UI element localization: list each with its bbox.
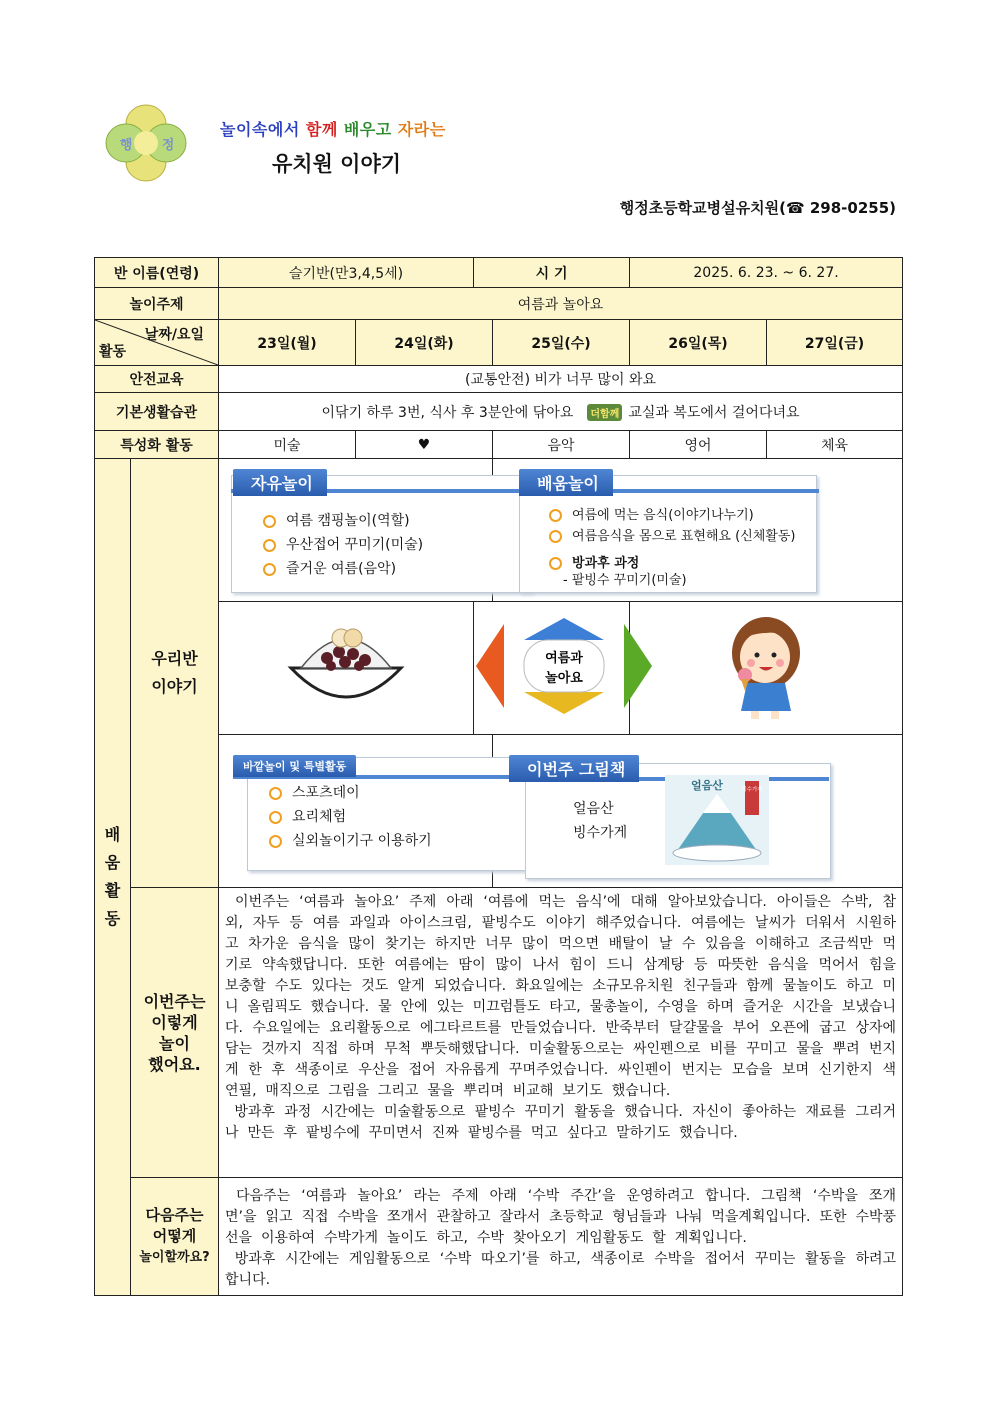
bingsu-illustration (281, 616, 411, 716)
bullet-icon (263, 515, 276, 528)
class-value: 슬기반(만3,4,5세) (219, 258, 474, 288)
theme-value: 여름과 놀아요 (219, 288, 903, 320)
learn-play-list (549, 505, 795, 588)
school-name: 행정초등학교병설유치원(☎ 298-0255) (619, 199, 896, 217)
book-title: 얼음산 (573, 801, 614, 817)
paragraph: 다음주는 ‘여름과 놀아요’ 라는 주제 아래 ‘수박 주간’을 운영하려고 합니다. 그림책 ‘수박을 쪼개면’을 읽고 직접 수박을 쪼개서 관찰하고 잘라서 초등학교 형님들과 나눠 먹을계획입니다. 또한 수박풍선을 이용하여 수박가게 놀이도 하고, 수박 찾아오기 게임활동도 할 계획입니다. (225, 1188, 897, 1246)
bullet-icon (269, 835, 282, 848)
days-header (95, 320, 219, 366)
this-week-label (131, 888, 219, 1178)
habits-label: 기본생활습관 (95, 393, 219, 431)
bullet-icon (549, 557, 562, 570)
list-item: 여름에 먹는 음식(이야기나누기) (549, 505, 795, 526)
special-thu: 영어 (630, 431, 767, 459)
logo-char-right: 정 (161, 138, 175, 153)
list-item: 요리체험 (269, 805, 432, 829)
learn-play-title: 배움놀이 (519, 469, 613, 496)
paragraph: 방과후 과정 시간에는 미술활동으로 팥빙수 꾸미기 활동을 했습니다. 자신이 좋아하는 재료를 그리거나 만든 후 팥빙수에 꾸미면서 진짜 팥빙수를 먹고 싶다고 말하기도 했습니다. (225, 1104, 897, 1141)
this-week-label-line: 이번주는 (143, 991, 206, 1011)
paragraph: 이번주는 ‘여름과 놀아요’ 주제 아래 ‘여름에 먹는 음식’에 대해 알아보았습니다. 아이들은 수박, 참외, 자두 등 여름 과일과 아이스크림, 팥빙수도 이야기 해주었습니다. 여름에는 날씨가 더워서 시원하고 차가운 음식을 많이 찾기는 하지만 너무 많이 먹으면 배탈이 날 수 있음을 이해하고 조금씩만 먹기로 약속했답니다. 또한 여름에는 땀이 많이 나서 힘이 드니 삼계탕 등 따뜻한 음식을 먹어서 힘을 보충할 수도 있다는 것도 알게 되었습니다. 화요일에는 소규모유치원 친구들과 함께 물놀이도 하고 미니 올림픽도 했습니다. 물 안에 있는 미끄럼틀도 타고, 물총놀이, 수영을 하며 즐거운 시간을 보냈습니다. 수요일에는 요리활동으로 에그타르트를 만들었습니다. 반죽부터 달걀물을 부어 오픈에 굽고 상자에 담는 것까지 직접 하며 무척 뿌듯해했답니다. 미술활동으로는 싸인펜으로 비를 꾸미고 물을 뿌려 번지게 한 후 색종이로 우산을 접어 자유롭게 꾸며주었습니다. 싸인펜이 번지는 모습을 보며 신기한지 색연필, 매직으로 그림을 그리고 물을 뿌리며 비교해 보기도 했습니다. (225, 894, 905, 1099)
next-week-label-line: 놀이할까요? (139, 1250, 210, 1265)
story-label (131, 459, 219, 888)
special-fri: 체육 (767, 431, 903, 459)
heart-icon: ♥ (356, 431, 493, 459)
together-badge-icon: 더함께 (587, 404, 622, 421)
paragraph: 방과후 시간에는 게임활동으로 ‘수박 따오기’를 하고, 색종이로 수박을 접어서 꾸미는 활동을 하려고 합니다. (225, 1251, 905, 1288)
this-week-text (219, 888, 903, 1178)
slogan-part: 자라는 (397, 120, 446, 139)
this-week-label-line: 놀이 (159, 1033, 190, 1053)
learning-side-text: 배움활동 (104, 825, 121, 928)
habit-brushing: 이닦기 하루 3번, 식사 후 3분안에 닦아요 (321, 404, 574, 421)
girl-eating-icecream-illustration (721, 611, 811, 721)
list-item: 우산접어 꾸미기(미술) (263, 533, 423, 557)
next-week-label (131, 1178, 219, 1296)
period-value: 2025. 6. 23. ~ 6. 27. (630, 258, 903, 288)
bullet-icon (549, 530, 562, 543)
slogan-part: 놀이속에서 (220, 120, 306, 139)
free-play-cell (219, 459, 493, 602)
picture-book-cell (493, 735, 903, 888)
weekly-report-table (94, 257, 903, 1296)
bullet-icon (269, 787, 282, 800)
list-item: 실외놀이기구 이용하기 (269, 829, 432, 853)
theme-diagram-cell (474, 602, 630, 735)
theme-diagram (474, 616, 654, 716)
safety-value: (교통안전) 비가 너무 많이 와요 (219, 366, 903, 393)
theme-label: 놀이주제 (95, 288, 219, 320)
special-activity-list (269, 781, 432, 853)
bullet-icon (263, 563, 276, 576)
slogan-part: 배우고 (343, 120, 398, 139)
next-week-text (219, 1178, 903, 1296)
page-title: 유치원 이야기 (272, 152, 402, 176)
days-header-bottom: 활동 (99, 344, 127, 360)
class-label: 반 이름(연령) (95, 258, 219, 288)
list-item: 방과후 과정 (549, 553, 795, 574)
story-label-text: 우리반 이야기 (151, 649, 198, 696)
next-week-label-line: 다음주는 (145, 1206, 204, 1224)
learning-side-label (95, 459, 131, 1296)
book-cover-image (665, 775, 769, 865)
theme-diagram-line2: 놀아요 (545, 671, 583, 686)
list-item: - 팥빙수 꾸미기(미술) (563, 573, 687, 588)
free-play-list (263, 509, 423, 581)
learn-play-cell (493, 459, 903, 602)
free-play-title: 자유놀이 (233, 469, 327, 496)
special-label: 특성화 활동 (95, 431, 219, 459)
slogan (220, 117, 446, 140)
list-item: 여름 캠핑놀이(역할) (263, 509, 423, 533)
list-item: 여름음식을 몸으로 표현해요 (신체활동) (549, 526, 795, 547)
picture-book-title: 이번주 그림책 (509, 755, 639, 782)
period-label: 시 기 (474, 258, 630, 288)
habit-walking: 교실과 복도에서 걸어다녀요 (628, 404, 800, 421)
day-tue: 24일(화) (356, 320, 493, 366)
habits-value (219, 393, 903, 431)
bingsu-image-cell (219, 602, 474, 735)
slogan-part: 함께 (305, 120, 344, 139)
bullet-icon (549, 509, 562, 522)
kindergarten-logo (104, 104, 188, 182)
special-activity-cell (219, 735, 493, 888)
list-item: 스포츠데이 (269, 781, 432, 805)
book-title: 빙수가게 (573, 825, 628, 841)
day-wed: 25일(수) (493, 320, 630, 366)
this-week-label-line: 했어요. (148, 1054, 201, 1074)
child-image-cell (630, 602, 903, 735)
next-week-label-line: 어떻게 (152, 1227, 197, 1245)
bullet-icon (263, 539, 276, 552)
special-mon: 미술 (219, 431, 356, 459)
safety-label: 안전교육 (95, 366, 219, 393)
days-header-top: 날짜/요일 (144, 327, 205, 343)
day-thu: 26일(목) (630, 320, 767, 366)
book-cover-title: 얼음산 (691, 779, 723, 792)
theme-diagram-line1: 여름과 (545, 651, 583, 666)
list-item: 즐거운 여름(음악) (263, 557, 423, 581)
book-cover-sub: 빙수가게 (741, 787, 763, 793)
this-week-label-line: 이렇게 (151, 1012, 198, 1032)
special-wed: 음악 (493, 431, 630, 459)
day-mon: 23일(월) (219, 320, 356, 366)
day-fri: 27일(금) (767, 320, 903, 366)
special-activity-title: 바깥놀이 및 특별활동 (233, 755, 356, 777)
picture-book-list (573, 797, 627, 845)
logo-char-left: 행 (119, 138, 133, 153)
bullet-icon (269, 811, 282, 824)
